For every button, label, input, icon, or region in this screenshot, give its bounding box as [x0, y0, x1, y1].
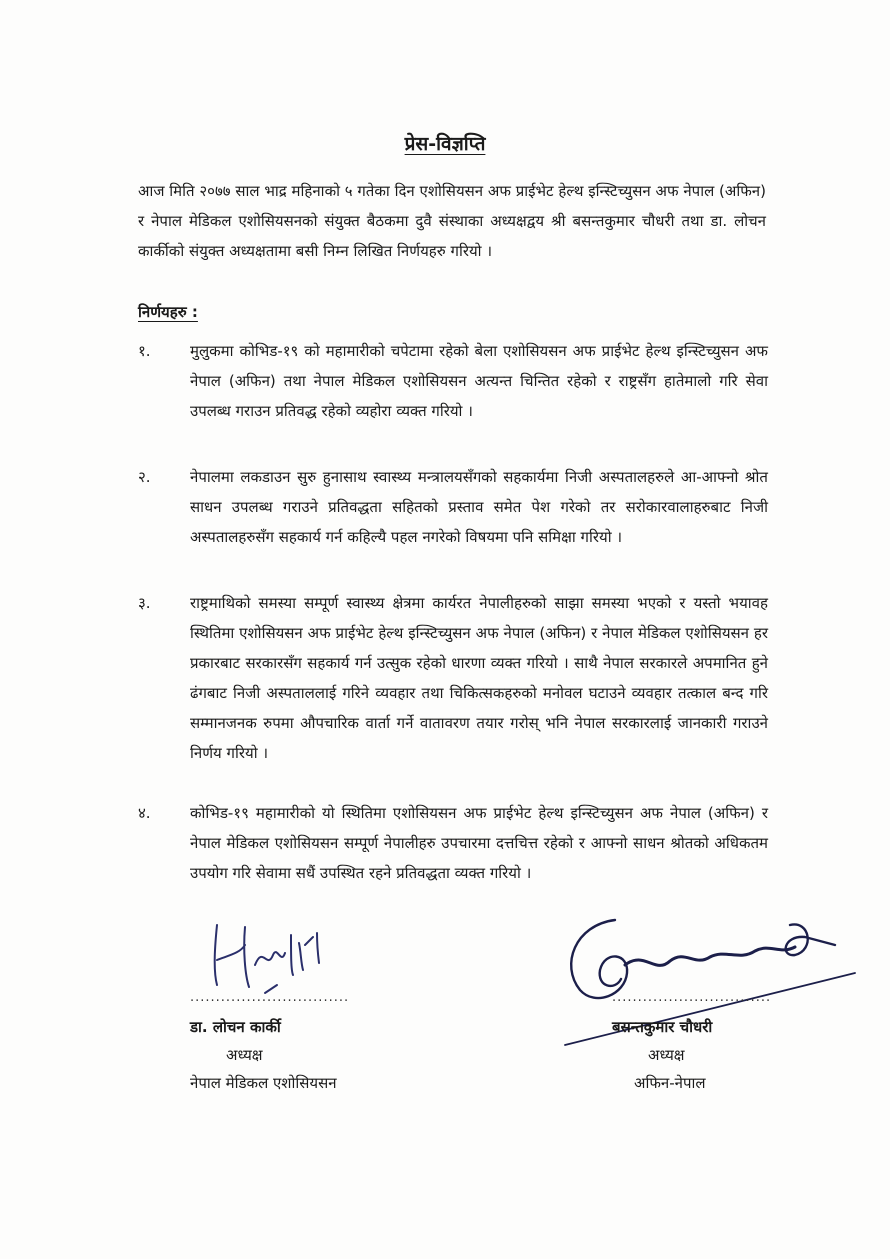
title-text: प्रेस-विज्ञप्ति — [404, 133, 486, 155]
decision-text: राष्ट्रमाथिको समस्या सम्पूर्ण स्वास्थ्य क्षेत्रमा कार्यरत नेपालीहरुको साझा समस्या भएको र यस्तो भयावह स्थितिमा एशोसियसन अफ प्राईभेट हेल्थ इन्स्टिच्युसन अफ नेपाल (अफिन) र नेपाल मेडिकल एशोसियसन हर प्रकारबाट सरकारसँग सहकार्य गर्न उत्सुक रहेको धारणा व्यक्त गरियो । साथै नेपाल सरकारले अपमानित हुने ढंगबाट निजी अस्पताललाई गरिने व्यवहार तथा चिकित्सकहरुको मनोवल घटाउने व्यवहार तत्काल बन्द गरि सम्मानजनक रुपमा औपचारिक वार्ता गर्ने वातावरण तयार गरोस् भनि नेपाल सरकारलाई जानकारी गराउने निर्णय गरियो । — [190, 594, 768, 762]
decision-number: ४. — [138, 804, 151, 822]
signature-line: ............................... — [190, 990, 350, 1005]
decision-text: मुलुकमा कोभिड-१९ को महामारीको चपेटामा रहेको बेला एशोसियसन अफ प्राईभेट हेल्थ इन्स्टिच्युसन अफ नेपाल (अफिन) तथा नेपाल मेडिकल एशोसियसन अत्यन्त चिन्तित रहेको र राष्ट्रसँग हातेमालो गरि सेवा उपलब्ध गराउन प्रतिवद्ध रहेको व्यहोरा व्यक्त गरियो । — [190, 342, 768, 420]
signatory-right — [612, 990, 771, 1097]
signatory-role: अध्यक्ष — [648, 1046, 685, 1064]
signatory-role: अध्यक्ष — [226, 1046, 263, 1064]
signatory-name: डा. लोचन कार्की — [190, 1018, 281, 1036]
decision-text: कोभिड-१९ महामारीको यो स्थितिमा एशोसियसन अफ प्राईभेट हेल्थ इन्स्टिच्युसन अफ नेपाल (अफिन) र नेपाल मेडिकल एशोसियसन सम्पूर्ण नेपालीहरु उपचारमा दत्तचित्त रहेको र आफ्नो साधन श्रोतको अधिकतम उपयोग गरि सेवामा सधैं उपस्थित रहने प्रतिवद्धता व्यक्त गरियो । — [190, 804, 768, 882]
signature-left-image — [205, 915, 345, 1000]
intro-paragraph: आज मिति २०७७ साल भाद्र महिनाको ५ गतेका दिन एशोसियसन अफ प्राईभेट हेल्थ इन्स्टिच्युसन अफ नेपाल (अफिन) र नेपाल मेडिकल एशोसियसनको संयुक्त बैठकमा दुवै संस्थाका अध्यक्षद्वय श्री बसन्तकुमार चौधरी तथा डा. लोचन कार्कीको संयुक्त अध्यक्षतामा बसी निम्न लिखित निर्णयहरु गरियो । — [138, 182, 766, 260]
decision-number: १. — [138, 342, 151, 360]
signature-line: ............................... — [612, 990, 772, 1005]
signatory-name: बसन्तकुमार चौधरी — [612, 1018, 713, 1036]
signatory-left — [190, 990, 349, 1097]
decision-number: २. — [138, 468, 151, 486]
signatory-org: अफिन-नेपाल — [634, 1074, 706, 1092]
document-title — [0, 130, 890, 156]
decision-number: ३. — [138, 594, 151, 612]
decisions-heading: निर्णयहरु : — [138, 303, 198, 321]
signatory-org: नेपाल मेडिकल एशोसियसन — [190, 1074, 337, 1092]
decision-text: नेपालमा लकडाउन सुरु हुनासाथ स्वास्थ्य मन्त्रालयसँगको सहकार्यमा निजी अस्पतालहरुले आ-आफ्नो श्रोत साधन उपलब्ध गराउने प्रतिवद्धता सहितको प्रस्ताव समेत पेश गरेको तर सरोकारवालाहरुबाट निजी अस्पतालहरुसँग सहकार्य गर्न कहिल्यै पहल नगरेको विषयमा पनि समिक्षा गरियो । — [190, 468, 768, 546]
